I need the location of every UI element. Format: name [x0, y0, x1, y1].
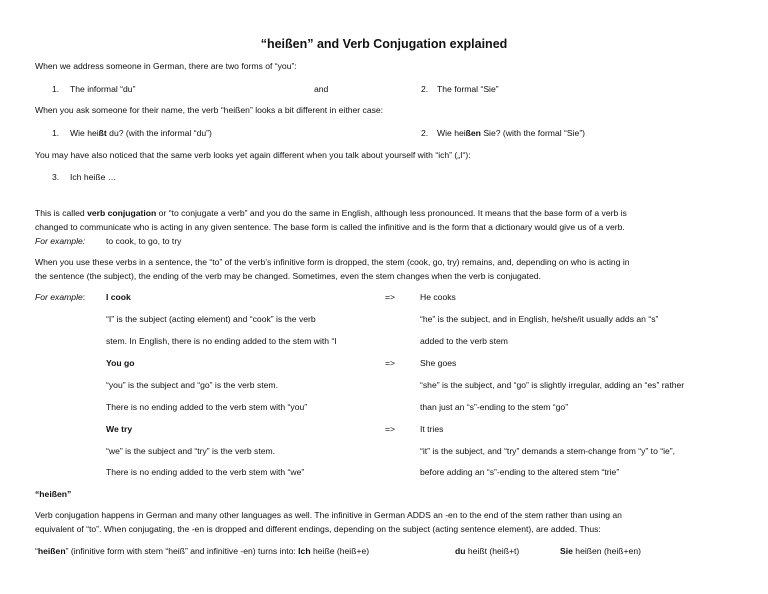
section-heading: “heißen”: [35, 489, 72, 499]
intro-line: When you ask someone for their name, the verb “heißen” looks a bit different in either case:: [35, 105, 384, 115]
text-part: or “to conjugate a verb” and you do the same in English, although less pronounced. It means that the base form of a verb is: [156, 208, 627, 218]
text-part: Sie? (with the formal “Sie”): [480, 128, 586, 138]
conjugation-sie: [560, 546, 641, 557]
question-formal: [437, 128, 585, 139]
list-number: 2.: [421, 84, 429, 94]
text-part: heißen (heiß+en): [572, 546, 641, 556]
paragraph-line: [35, 208, 627, 219]
example-label: For example:: [35, 236, 86, 246]
list-item-informal-du: The informal “du”: [70, 84, 136, 94]
pronoun-bold: Ich: [298, 546, 311, 556]
example-explain-right: before adding an “s”-ending to the altered stem “trie”: [420, 467, 620, 477]
example-head-left: You go: [106, 358, 135, 368]
verb-ending-bold: ßen: [465, 128, 481, 138]
arrow: =>: [385, 292, 396, 302]
example-explain-right: “she” is the subject, and “go” is slightly irregular, adding an “es” rather: [420, 380, 685, 390]
intro-line: When we address someone in German, there are two forms of “you”:: [35, 61, 297, 71]
text-part: This is called: [35, 208, 88, 218]
question-informal: [70, 128, 212, 139]
example-explain-right: added to the verb stem: [420, 336, 508, 346]
example-head-right: She goes: [420, 358, 457, 368]
example-head-right: It tries: [420, 424, 444, 434]
example-explain-right: “he” is the subject, and in English, he/she/it usually adds an “s”: [420, 314, 659, 324]
colon: :: [82, 292, 86, 302]
example-explain-left: “I” is the subject (acting element) and “cook” is the verb: [106, 314, 316, 324]
example-head-right: He cooks: [420, 292, 456, 302]
arrow: =>: [385, 358, 396, 368]
example-explain-left: stem. In English, there is no ending added to the stem with “I: [106, 336, 337, 346]
ich-heisse: Ich heiße …: [70, 172, 117, 182]
term-bold: verb conjugation: [87, 208, 157, 218]
example-explain-left: “we” is the subject and “try” is the verb stem.: [106, 446, 276, 456]
example-explain-right: “it” is the subject, and “try” demands a stem-change from “y” to “ie”,: [420, 446, 676, 456]
example-explain-left: “you” is the subject and “go” is the verb stem.: [106, 380, 278, 390]
text-part: Wie hei: [70, 128, 99, 138]
list-item-formal-sie: The formal “Sie”: [437, 84, 499, 94]
conjugation-du: [455, 546, 519, 557]
conjugation-summary: [35, 546, 369, 557]
page-title: “heißen” and Verb Conjugation explained: [260, 37, 508, 51]
and-word: and: [314, 84, 329, 94]
pronoun-bold: du: [455, 546, 466, 556]
intro-line: You may have also noticed that the same verb looks yet again different when you talk about yourself with “ich” („I“):: [35, 150, 471, 160]
paragraph-line: changed to communicate who is acting in any given sentence. The base form is called the infinitive and is the form that a dictionary would give us of a verb.: [35, 222, 625, 232]
example-label-text: For example: [35, 292, 83, 302]
list-number: 1.: [52, 128, 60, 138]
example-head-left: We try: [106, 424, 133, 434]
text-part: heißt (heiß+t): [465, 546, 520, 556]
text-part: heiße (heiß+e): [310, 546, 370, 556]
verb-ending-bold: ßt: [98, 128, 107, 138]
example-explain-left: There is no ending added to the verb stem with “you”: [106, 402, 308, 412]
paragraph-line: the sentence (the subject), the ending of the verb may be changed. Sometimes, even the stem changes when the verb is conjugated.: [35, 271, 541, 281]
paragraph-line: When you use these verbs in a sentence, the “to” of the verb’s infinitive form is dropped, the stem (cook, go, try) remains, and, depending on who is acting in: [35, 257, 630, 267]
text-part: du? (with the informal “du”): [106, 128, 212, 138]
text-part: “: [35, 546, 38, 556]
text-part: ” (infinitive form with stem “heiß” and infinitive -en) turns into:: [65, 546, 299, 556]
term-bold: heißen: [37, 546, 66, 556]
arrow: =>: [385, 424, 396, 434]
text-part: Wie hei: [437, 128, 466, 138]
example-explain-right: than just an “s”-ending to the stem “go”: [420, 402, 569, 412]
example-label: [35, 292, 85, 303]
list-number: 2.: [421, 128, 429, 138]
paragraph-line: Verb conjugation happens in German and many other languages as well. The infinitive in German ADDS an -en to the end of the stem rather than using an: [35, 510, 622, 520]
example-explain-left: There is no ending added to the verb stem with “we”: [106, 467, 305, 477]
example-text: to cook, to go, to try: [106, 236, 182, 246]
list-number: 1.: [52, 84, 60, 94]
pronoun-bold: Sie: [560, 546, 573, 556]
list-number: 3.: [52, 172, 60, 182]
example-head-left: I cook: [106, 292, 131, 302]
paragraph-line: equivalent of “to”. When conjugating, the -en is dropped and different endings, depending on the subject (acting sentence element), are added. Thus:: [35, 524, 601, 534]
